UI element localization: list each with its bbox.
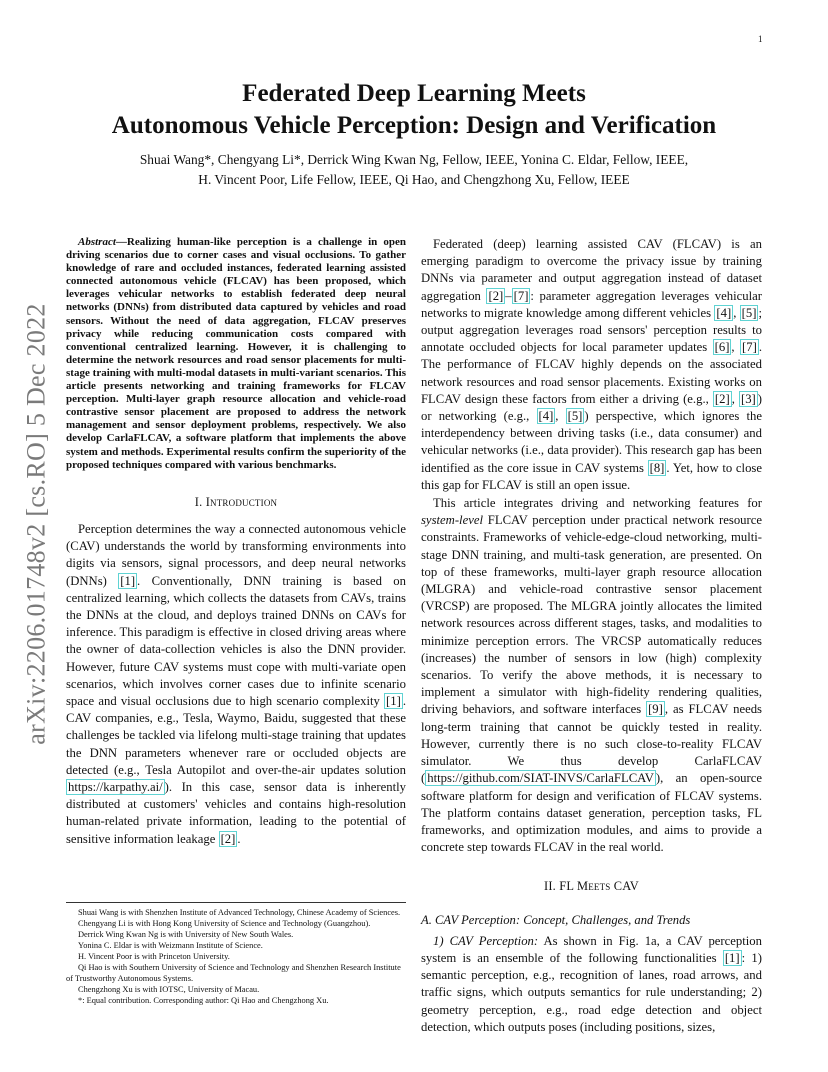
citation-link[interactable]: [1]: [724, 950, 740, 965]
flcav-paragraph: [421, 236, 762, 494]
integration-paragraph: [421, 495, 762, 856]
text-run: ,: [555, 409, 566, 424]
text-run: As shown in Fig. 1a, a CAV perception system is an ensemble of the following functionalities: [421, 933, 762, 965]
authors-line-2: H. Vincent Poor, Life Fellow, IEEE, Qi Hao, and Chengzhong Xu, Fellow, IEEE: [198, 172, 630, 187]
text-run: . The performance of FLCAV highly depends on the associated network resources and road sensor placements. Existing works on FLCAV design these factors from either a driving (e.g.,: [421, 340, 762, 406]
text-run: Perception determines the way a connected autonomous vehicle (CAV) understands the world by transforming environments into digits via sensors, signal processors, and deep neural networks (DNNs): [66, 521, 406, 588]
footnote: Chengyang Li is with Hong Kong University of Science and Technology (Guangzhou).: [78, 919, 371, 928]
citation-link[interactable]: [2]: [714, 391, 730, 406]
footnote: Shuai Wang is with Shenzhen Institute of Advanced Technology, Chinese Academy of Sciences.: [78, 908, 401, 917]
citation-link[interactable]: [2]: [220, 831, 236, 846]
text-run: ,: [731, 391, 739, 406]
citation-link[interactable]: [2]: [488, 288, 504, 303]
text-run: . CAV companies, e.g., Tesla, Waymo, Baidu, suggested that these challenges be tackled via lifelong multi-stage training that updates the DNN parameters whenever rare or occluded objects are detected (e.g., Tesla Autopilot and over-the-air updates solution: [66, 693, 406, 777]
author-list: [66, 150, 762, 190]
text-run: Federated (deep) learning assisted CAV (FLCAV) is an emerging paradigm to overcome the privacy issue by training DNNs via parameter and output aggregation instead of dataset aggregation: [421, 237, 762, 303]
text-run: ) perspective, which ignores the interdependency between driving tasks (i.e., data consumer) and vehicular networks (i.e., data provider). This research gap has been identified as the core issue in CAV systems: [421, 409, 762, 475]
citation-link[interactable]: [1]: [120, 573, 136, 588]
text-run: ), an open-source software platform for design and verification of FLCAV systems. The platform contains dataset generation, perception tasks, FL frameworks, and optimization modules, and aims to provide a concrete step towards FLCAV in the real world.: [421, 771, 762, 855]
title-line-1: Federated Deep Learning Meets: [242, 80, 586, 107]
title-line-2: Autonomous Vehicle Perception: Design and Verification: [111, 112, 717, 139]
subsection-heading: A. CAV Perception: Concept, Challenges, and Trends: [421, 912, 691, 927]
intro-paragraph: [66, 521, 406, 848]
section-heading-fl-meets-cav: [421, 878, 762, 895]
text-run: , as FLCAV needs long-term training that cannot be quickly tested in reality. However, currently there is no such close-to-reality FLCAV simulator. We thus develop CarlaFLCAV (: [421, 702, 762, 786]
citation-link[interactable]: [4]: [538, 409, 554, 424]
text-run: –: [505, 288, 512, 303]
citation-link[interactable]: [7]: [513, 288, 529, 303]
section-number: II.: [544, 879, 556, 894]
footnote: Derrick Wing Kwan Ng is with University of New South Wales.: [78, 930, 294, 939]
footnote: *: Equal contribution. Corresponding author: Qi Hao and Chengzhong Xu.: [78, 996, 329, 1005]
text-run: .: [237, 831, 241, 846]
text-run: ,: [733, 305, 740, 320]
citation-link[interactable]: [1]: [386, 693, 401, 708]
paragraph-title: 1) CAV Perception:: [433, 933, 539, 948]
footnote: H. Vincent Poor is with Princeton University.: [78, 952, 230, 961]
footnote: Yonina C. Eldar is with Weizmann Institute of Science.: [78, 941, 263, 950]
section-heading-introduction: [66, 494, 406, 511]
text-run: . Conventionally, DNN training is based on centralized learning, which collects the datasets from CAVs, trains the DNNs at the cloud, and deploys trained DNNs on CAVs for inference. This paradigm is effective in closed driving areas where the owner of data-collection vehicles is also the DNN provider. However, future CAV systems must cope with multi-variate open scenarios, which involves corner cases due to infinite scenario space and visual occlusions due to high scenario complexity: [66, 573, 406, 708]
arxiv-stamp-text: arXiv:2206.01748v2 [cs.RO] 5 Dec 2022: [22, 303, 52, 745]
citation-link[interactable]: [5]: [741, 305, 757, 320]
text-run: FLCAV perception under practical network resource constraints. Frameworks of vehicle-edge-cloud networking, multi-stage DNN training, and multi-task generation, are presented. On top of these frameworks, multi-layer graph resource allocation (MLGRA) and vehicle-road contrastive sensor placement (VRCSP) are proposed. The MLGRA jointly allocates the limited network resources across different stages, tasks, and modalities to minimize perception errors. The VRCSP automatically reduces (increases) the number of sensors in low (high) complexity scenarios. To verify the above methods, it is necessary to implement a simulator with high-fidelity rendering qualities, driving behaviors, and software interfaces: [421, 513, 762, 717]
text-run: . Yet, how to close this gap for FLCAV is still an open issue.: [421, 460, 762, 492]
right-column: [421, 236, 762, 1037]
text-run: ). In this case, sensor data is inherently distributed at customers' vehicles and contains high-resolution human-related private information, leading to the potential of sensitive information leakage: [66, 779, 406, 846]
arxiv-stamp: [24, 290, 50, 758]
citation-link[interactable]: [4]: [716, 305, 732, 320]
abstract-text: —Realizing human-like perception is a challenge in open driving scenarios due to corner cases and visual occlusions. To gather knowledge of rare and occluded instances, federated learning assisted connected autonomous vehicle (FLCAV) has been proposed, which leverages vehicular networks to establish federated deep neural networks (DNNs) from distributed data captured by vehicles and road sensors. Without the need of data aggregation, FLCAV preserves privacy while reducing communication costs compared with conventional centralized learning. However, it is challenging to determine the network resources and road sensor placements for multi-stage training with multi-modal datasets in multi-variant scenarios. This article presents networking and training frameworks for FLCAV perception. Multi-layer graph resource allocation and vehicle-road contrastive sensor placement are proposed to address the network management and sensor deployment problems, respectively. We also develop CarlaFLCAV, a software platform that implements the above system and methods. Experimental results confirm the superiority of the proposed techniques compared with various benchmarks.: [66, 236, 406, 471]
citation-link[interactable]: [5]: [567, 409, 583, 424]
footnote: Chengzhong Xu is with IOTSC, University of Macau.: [78, 985, 260, 994]
text-run: : 1) semantic perception, e.g., recognition of lanes, road arrows, and traffic signs, which outputs semantics for rule understanding; 2) geometry perception, e.g., road edge detection and object detection, which outputs poses (including positions, sizes,: [421, 950, 762, 1034]
section-number: I.: [194, 494, 203, 509]
url-link[interactable]: https://karpathy.ai/: [68, 779, 163, 794]
section-title: Introduction: [205, 494, 278, 509]
citation-link[interactable]: [3]: [740, 391, 756, 406]
footnotes: [66, 902, 406, 1006]
footnote: Qi Hao is with Southern University of Science and Technology and Shenzhen Research Institute of Trustworthy Autonomous Systems.: [66, 963, 401, 983]
url-link[interactable]: https://github.com/SIAT-INVS/CarlaFLCAV: [427, 771, 654, 786]
section-title: FL Meets CAV: [559, 879, 639, 894]
text-run: : parameter aggregation leverages vehicular networks to migrate knowledge among different vehicles: [421, 288, 762, 320]
abstract: [66, 236, 406, 472]
emphasis: system-level: [421, 513, 483, 528]
text-run: ; output aggregation leverages road sensors' perception results to annotate occluded objects for local parameter updates: [421, 305, 762, 355]
paper-title: [66, 78, 762, 142]
citation-link[interactable]: [7]: [742, 340, 757, 355]
authors-line-1: Shuai Wang*, Chengyang Li*, Derrick Wing Kwan Ng, Fellow, IEEE, Yonina C. Eldar, Fellow, IEEE,: [139, 152, 689, 167]
text-run: ) or networking (e.g.,: [421, 391, 763, 424]
citation-link[interactable]: [6]: [714, 340, 730, 355]
abstract-label: Abstract: [78, 236, 116, 248]
text-run: This article integrates driving and networking features for: [433, 496, 762, 511]
page-number: 1: [758, 34, 763, 44]
text-run: ,: [731, 340, 741, 355]
citation-link[interactable]: [9]: [648, 702, 663, 717]
citation-link[interactable]: [8]: [649, 460, 665, 475]
cav-perception-paragraph: [421, 933, 762, 1036]
left-column: [66, 236, 406, 849]
